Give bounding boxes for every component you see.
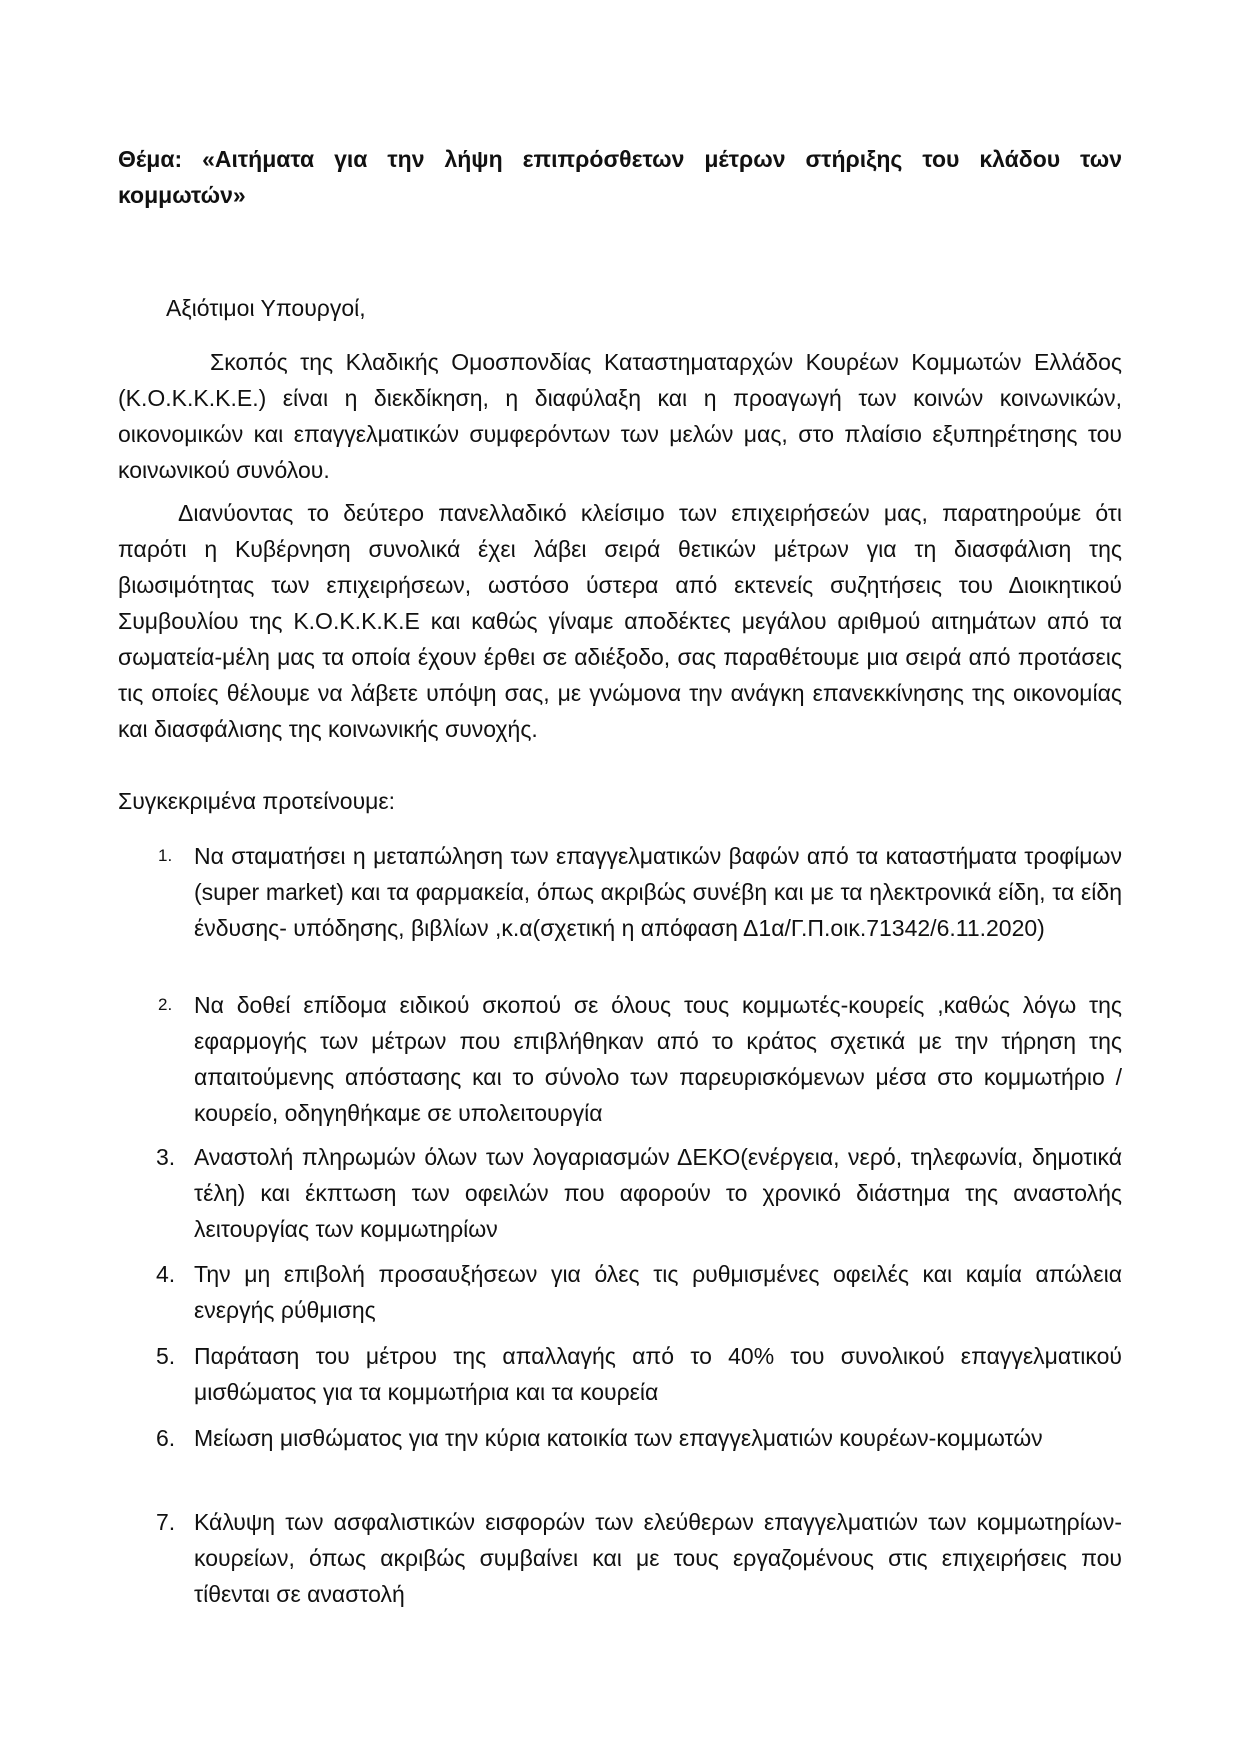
list-intro: Συγκεκριμένα προτείνουμε:: [118, 788, 396, 814]
proposal-item-7: [118, 1504, 1122, 1612]
proposal-text: Μείωση μισθώματος για την κύρια κατοικία των επαγγελματιών κουρέων-κομμωτών: [194, 1425, 1043, 1451]
proposal-item-5: [118, 1338, 1122, 1410]
proposal-text: Την μη επιβολή προσαυξήσεων για όλες τις ρυθμισμένες οφειλές και καμία απώλεια ενεργής ρύθμισης: [194, 1261, 1122, 1323]
subject-line-2: κομμωτών»: [118, 182, 246, 208]
proposal-text: Κάλυψη των ασφαλιστικών εισφορών των ελεύθερων επαγγελματιών των κομμωτηρίων-κουρείων, όπως ακριβώς συμβαίνει και με τους εργαζομένους στις επιχειρήσεις που τίθενται σε αναστολή: [194, 1509, 1122, 1607]
paragraph-purpose: Σκοπός της Κλαδικής Ομοσπονδίας Καταστηματαρχών Κουρέων Κομμωτών Ελλάδος (Κ.Ο.Κ.Κ.Κ.Ε.) είναι η διεκδίκηση, η διαφύλαξη και η προαγωγή των κοινών κοινωνικών, οικονομικών και επαγγελματικών συμφερόντων των μελών μας, στο πλαίσιο εξυπηρέτησης του κοινωνικού συνόλου.: [118, 349, 1122, 483]
subject-line-1: Θέμα: «Αιτήματα για την λήψη επιπρόσθετων μέτρων στήριξης του κλάδου των: [118, 146, 1122, 172]
proposal-text: Αναστολή πληρωμών όλων των λογαριασμών ΔΕΚΟ(ενέργεια, νερό, τηλεφωνία, δημοτικά τέλη) και έκπτωση των οφειλών που αφορούν το χρονικό διάστημα της αναστολής λειτουργίας των κομμωτηρίων: [194, 1144, 1122, 1242]
proposal-item-3: [118, 1139, 1122, 1247]
proposal-text: Να δοθεί επίδομα ειδικού σκοπού σε όλους τους κομμωτές-κουρείς ,καθώς λόγω της εφαρμογής των μέτρων που επιβλήθηκαν από το κράτος σχετικά με την τήρηση της απαιτούμενης απόστασης και το σύνολο των παρευρισκόμενων μέσα στο κομμωτήριο /κουρείο, οδηγηθήκαμε σε υπολειτουργία: [194, 992, 1122, 1126]
proposal-item-1: [118, 838, 1122, 946]
proposal-number: 4.: [156, 1261, 176, 1287]
salutation: Αξιότιμοι Υπουργοί,: [166, 295, 366, 321]
proposal-number: 7.: [156, 1509, 176, 1535]
paragraph-context: Διανύοντας το δεύτερο πανελλαδικό κλείσιμο των επιχειρήσεών μας, παρατηρούμε ότι παρότι η Κυβέρνηση συνολικά έχει λάβει σειρά θετικών μέτρων για τη διασφάλιση της βιωσιμότητας των επιχειρήσεων, ωστόσο ύστερα από εκτενείς συζητήσεις του Διοικητικού Συμβουλίου της Κ.Ο.Κ.Κ.Κ.Ε και καθώς γίναμε αποδέκτες μεγάλου αριθμού αιτημάτων από τα σωματεία-μέλη μας τα οποία έχουν έρθει σε αδιέξοδο, σας παραθέτουμε μια σειρά από προτάσεις τις οποίες θέλουμε να λάβετε υπόψη σας, με γνώμονα την ανάγκη επανεκκίνησης της οικονομίας και διασφάλισης της κοινωνικής συνοχής.: [118, 500, 1122, 742]
proposal-number: 1.: [158, 846, 173, 865]
proposal-number: 6.: [156, 1425, 176, 1451]
proposal-item-4: [118, 1256, 1122, 1328]
proposal-item-6: [118, 1420, 1122, 1456]
proposal-number: 2.: [158, 995, 173, 1014]
subject-heading: [118, 141, 1122, 213]
proposal-item-2: [118, 987, 1122, 1131]
proposal-text: Να σταματήσει η μεταπώληση των επαγγελματικών βαφών από τα καταστήματα τροφίμων (super market) και τα φαρμακεία, όπως ακριβώς συνέβη και με τα ηλεκτρονικά είδη, τα είδη ένδυσης- υπόδησης, βιβλίων ,κ.α(σχετική η απόφαση Δ1α/Γ.Π.οικ.71342/6.11.2020): [194, 843, 1122, 941]
proposal-number: 3.: [156, 1144, 176, 1170]
proposal-text: Παράταση του μέτρου της απαλλαγής από το 40% του συνολικού επαγγελματικού μισθώματος για τα κομμωτήρια και τα κουρεία: [194, 1343, 1122, 1405]
proposal-number: 5.: [156, 1343, 176, 1369]
